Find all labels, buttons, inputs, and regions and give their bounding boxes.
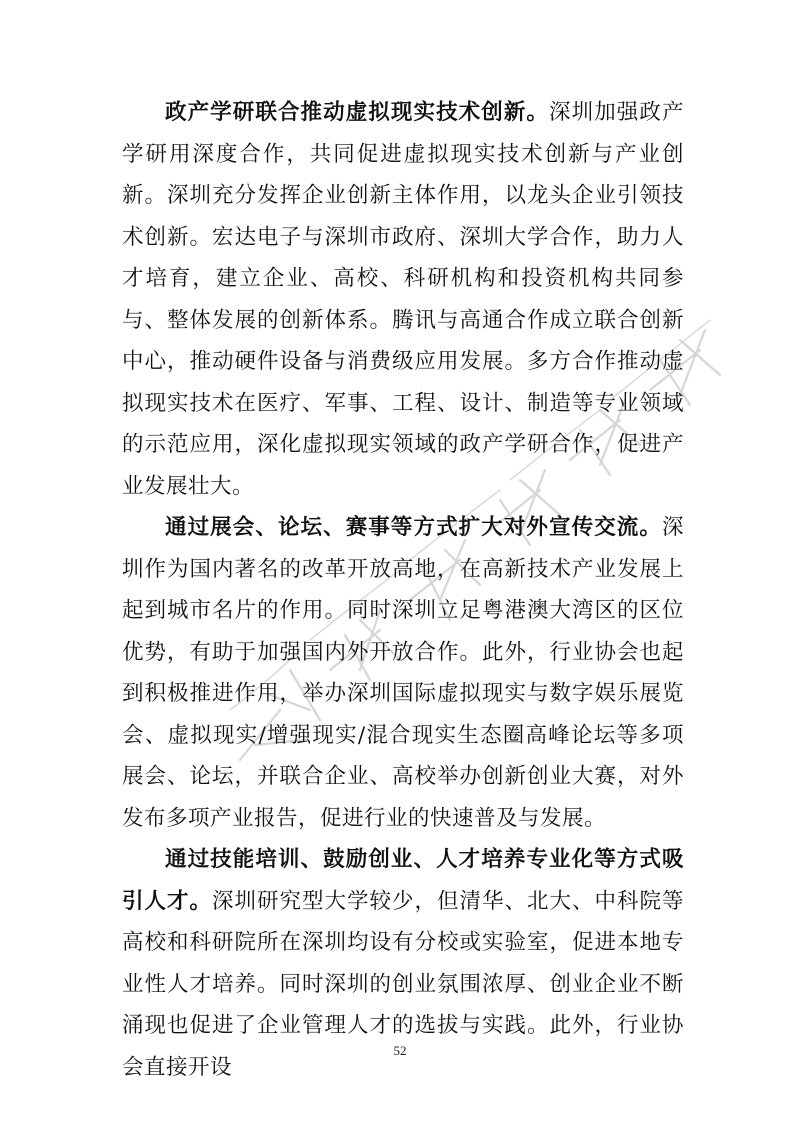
paragraph-3-lead: 通过技能培训、鼓励创业、人才培养专业化等方式吸引人才。 — [122, 847, 684, 914]
paragraph-2-lead: 通过展会、论坛、赛事等方式扩大对外宣传交流。 — [165, 515, 662, 540]
paragraph-2-text: 深圳作为国内著名的改革开放高地，在高新技术产业发展上起到城市名片的作用。同时深圳立足粤港澳大湾区的区位优势，有助于加强国内外开放合作。此外，行业协会也起到积极推进作用，举办深圳国际虚拟现实与数字娱乐展览会、虚拟现实/增强现实/混合现实生态圈高峰论坛等多项展会、论坛，并联合企业、高校举办创新创业大赛，对外发布多项产业报告，促进行业的快速普及与发展。 — [122, 515, 684, 831]
paragraph-1-lead: 政产学研联合推动虚拟现实技术创新。 — [165, 100, 550, 125]
paragraph-1-text: 深圳加强政产学研用深度合作，共同促进虚拟现实技术创新与产业创新。深圳充分发挥企业创新主体作用，以龙头企业引领技术创新。宏达电子与深圳市政府、深圳大学合作，助力人才培育，建立企业、高校、科研机构和投资机构共同参与、整体发展的创新体系。腾讯与高通合作成立联合创新中心，推动硬件设备与消费级应用发展。多方合作推动虚拟现实技术在医疗、军事、工程、设计、制造等专业领域的示范应用，深化虚拟现实领域的政产学研合作，促进产业发展壮大。 — [122, 100, 684, 499]
paragraph-2 — [122, 507, 684, 839]
body-text — [122, 92, 684, 1088]
paragraph-1 — [122, 92, 684, 507]
page-number: 52 — [393, 1043, 407, 1058]
paragraph-3-text: 深圳研究型大学较少，但清华、北大、中科院等高校和科研院所在深圳均设有分校或实验室，促进本地专业性人才培养。同时深圳的创业氛围浓厚、创业企业不断涌现也促进了企业管理人才的选拔与实践。此外，行业协会直接开设 — [122, 888, 684, 1080]
